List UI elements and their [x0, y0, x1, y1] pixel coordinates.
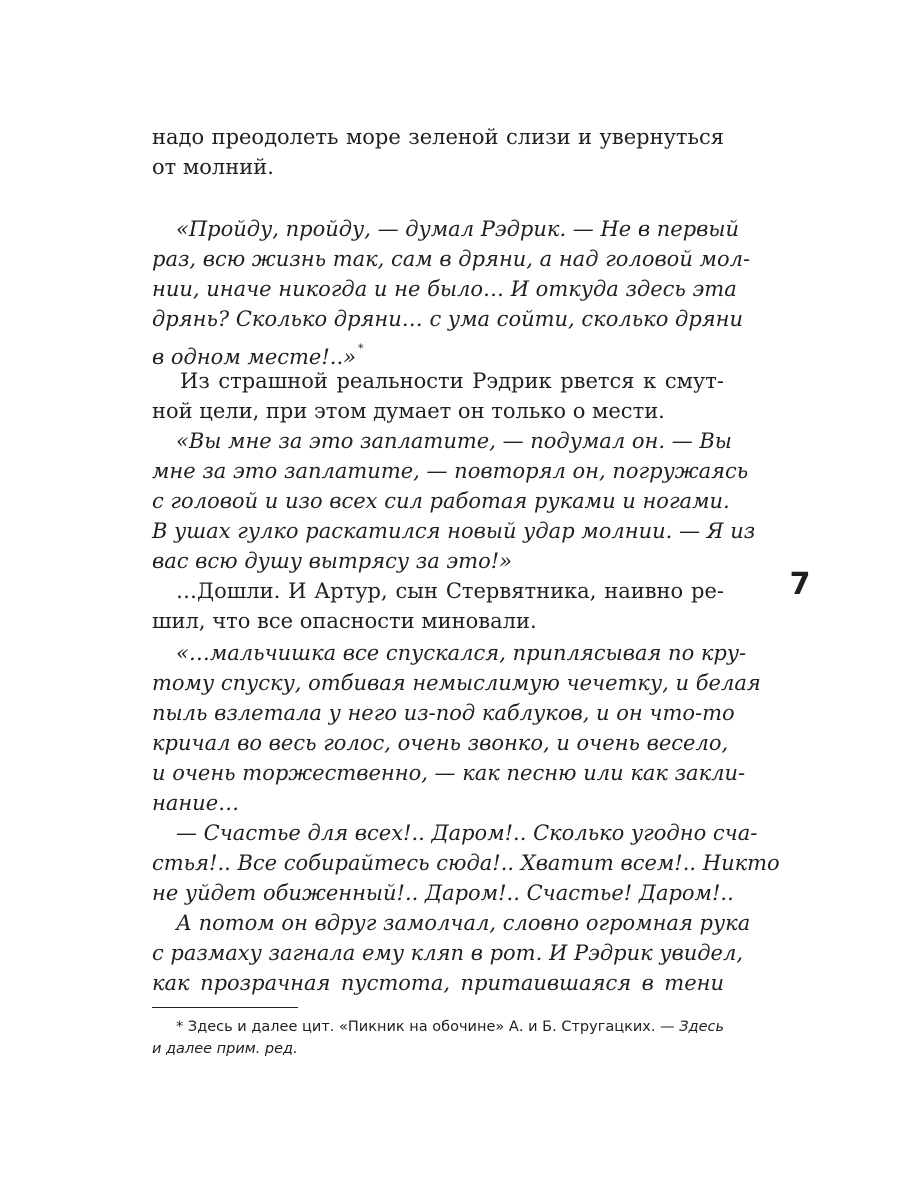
quote-line: как прозрачная пустота, притаившаяся в тени	[152, 971, 724, 995]
quote-line: — Счастье для всех!.. Даром!.. Сколько угодно сча-	[176, 821, 758, 845]
quote-line: пыль взлетала у него из-под каблуков, и он что-то	[152, 701, 735, 725]
quote-line: с головой и изо всех сил работая руками и ногами.	[152, 489, 730, 513]
footnote-line	[176, 1016, 724, 1038]
footnote-text: * Здесь и далее цит. «Пикник на обочине» А. и Б. Стругацких. —	[176, 1019, 675, 1035]
quote-line: «…мальчишка все спускался, приплясывая по кру-	[176, 641, 747, 665]
text-line: ной цели, при этом думает он только о мести.	[152, 399, 665, 423]
page-number: 7	[789, 567, 811, 602]
quote-line: вас всю душу вытрясу за это!»	[152, 549, 513, 573]
quote-line: раз, всю жизнь так, сам в дряни, а над головой мол-	[152, 247, 751, 271]
quote-line: мне за это заплатите, — повторял он, погружаясь	[152, 459, 749, 483]
text-line: …Дошли. И Артур, сын Стервятника, наивно ре-	[176, 579, 724, 603]
footnote-italic: и далее прим. ред.	[152, 1041, 298, 1057]
quote-line: «Вы мне за это заплатите, — подумал он. — Вы	[176, 429, 732, 453]
quote-line: с размаху загнала ему кляп в рот. И Рэдрик увидел,	[152, 941, 744, 965]
text-line: Из страшной реальности Рэдрик рвется к смут-	[180, 369, 724, 393]
footnote-marker: *	[358, 342, 364, 355]
quote-line: нии, иначе никогда и не было… И откуда здесь эта	[152, 277, 737, 301]
quote-line: и очень торжественно, — как песню или как закли-	[152, 761, 746, 785]
footnote-rule	[152, 1007, 298, 1008]
text-line: шил, что все опасности миновали.	[152, 609, 537, 633]
quote-line: тому спуску, отбивая немыслимую чечетку, и белая	[152, 671, 761, 695]
quote-line: А потом он вдруг замолчал, словно огромная рука	[176, 911, 751, 935]
quote-line: дрянь? Сколько дряни… с ума сойти, сколько дряни	[152, 307, 744, 331]
quote-line: стья!.. Все собирайтесь сюда!.. Хватит всем!.. Никто	[152, 851, 780, 875]
footnote-line	[152, 1038, 724, 1060]
quote-line: нание…	[152, 791, 240, 815]
footnote-italic: Здесь	[679, 1019, 725, 1035]
quote-line: кричал во весь голос, очень звонко, и очень весело,	[152, 731, 729, 755]
text-line: надо преодолеть море зеленой слизи и увернуться	[152, 125, 724, 149]
quote-line: не уйдет обиженный!.. Даром!.. Счастье! Даром!..	[152, 881, 734, 905]
quote-line: «Пройду, пройду, — думал Рэдрик. — Не в первый	[176, 217, 740, 241]
quote-line: В ушах гулко раскатился новый удар молнии. — Я из	[152, 519, 756, 543]
text-line: от молний.	[152, 155, 274, 179]
quote-line-text: в одном месте!..»	[152, 345, 356, 369]
